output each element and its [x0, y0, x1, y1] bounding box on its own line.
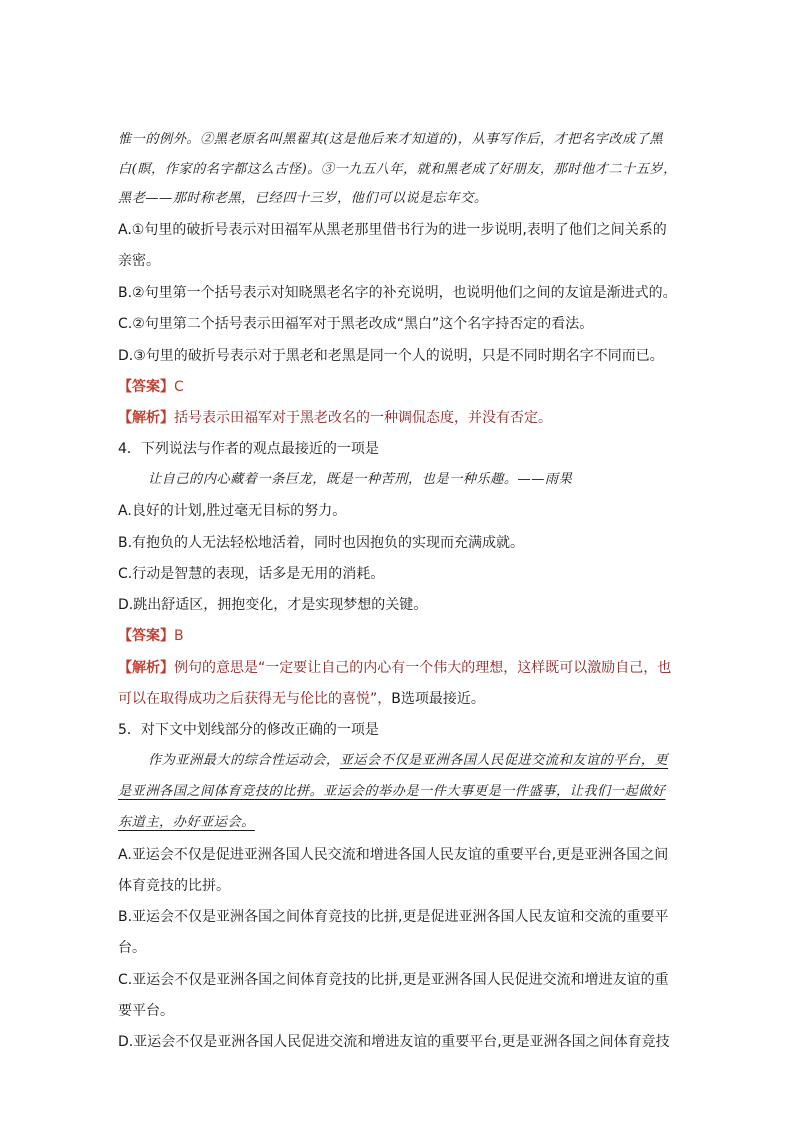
answer-value: C	[174, 379, 184, 395]
q4-answer	[118, 626, 184, 646]
q5-option-c: C.亚运会不仅是亚洲各国之间体育竞技的比拼,更是亚洲各国人民促进交流和增进友谊的重	[118, 972, 669, 988]
passage-plain: 作为亚洲最大的综合性运动会，	[148, 753, 340, 768]
answer-value: B	[174, 628, 184, 644]
q5-option-b-cont: 台。	[118, 940, 146, 956]
q4-option-a: A.良好的计划,胜过毫无目标的努力。	[118, 503, 347, 519]
q3-explanation	[118, 408, 552, 428]
q4-option-c: C.行动是智慧的表现，话多是无用的消耗。	[118, 566, 385, 582]
q4-explanation	[118, 658, 671, 678]
passage-line-2: 白(瞑，作家的名字都这么古怪)。③一九五八年，就和黑老成了好朋友，那时他才二十五岁，	[118, 162, 677, 177]
q3-answer	[118, 377, 184, 397]
q3-option-a: A.①句里的破折号表示对田福军从黑老那里借书行为的进一步说明,表明了他们之间关系的	[118, 222, 667, 238]
q3-option-b: B.②句里第一个括号表示对知晓黑老名字的补充说明，也说明他们之间的友谊是渐进式的。	[118, 285, 677, 301]
explanation-tag: 【解析】	[118, 660, 174, 676]
underlined-passage: 亚运会不仅是亚洲各国人民促进交流和友谊的平台，更	[339, 753, 669, 768]
q4-explanation-cont	[118, 689, 485, 709]
answer-tag: 【答案】	[118, 379, 174, 395]
q4-quote: 让自己的内心藏着一条巨龙，既是一种苦刑，也是一种乐趣。——雨果	[148, 472, 573, 487]
explanation-tail: B选项最接近。	[391, 691, 485, 707]
q4-option-b: B.有抱负的人无法轻松地活着，同时也因抱负的实现而充满成就。	[118, 535, 525, 551]
q4-option-d: D.跳出舒适区，拥抱变化，才是实现梦想的关键。	[118, 597, 428, 613]
q3-option-a-cont: 亲密。	[118, 253, 160, 269]
q5-option-b: B.亚运会不仅是亚洲各国之间体育竞技的比拼,更是促进亚洲各国人民友谊和交流的重要平	[118, 909, 669, 925]
passage-line-1: 惟一的例外。②黑老原名叫黑翟其(这是他后来才知道的)，从事写作后，才把名字改成了黑	[118, 132, 664, 147]
q5-option-d: D.亚运会不仅是亚洲各国人民促进交流和增进友谊的重要平台,更是亚洲各国之间体育竞技	[118, 1034, 670, 1050]
q4-question: 4．下列说法与作者的观点最接近的一项是	[118, 441, 379, 457]
q5-option-a: A.亚运会不仅是促进亚洲各国人民交流和增进各国人民友谊的重要平台,更是亚洲各国之间	[118, 847, 669, 863]
explanation-tag: 【解析】	[118, 410, 174, 426]
answer-tag: 【答案】	[118, 628, 174, 644]
q5-passage-line-1	[148, 751, 668, 771]
q5-passage-line-2: 是亚洲各国之间体育竞技的比拼。亚运会的举办是一件大事更是一件盛事，让我们一起做好	[118, 784, 666, 799]
q5-option-c-cont: 要平台。	[118, 1003, 174, 1019]
q5-option-a-cont: 体育竞技的比拼。	[118, 878, 230, 894]
q3-option-c: C.②句里第二个括号表示田福军对于黑老改成“黑白”这个名字持否定的看法。	[118, 316, 594, 332]
explanation-text: 例句的意思是“一定要让自己的内心有一个伟大的理想，这样既可以激励自己，也	[174, 660, 672, 676]
q5-passage-line-3: 东道主，办好亚运会。	[118, 815, 255, 830]
explanation-text: 可以在取得成功之后获得无与伦比的喜悦”，	[118, 691, 392, 707]
explanation-text: 括号表示田福军对于黑老改名的一种调侃态度，并没有否定。	[174, 410, 552, 426]
q5-question: 5．对下文中划线部分的修改正确的一项是	[118, 722, 379, 738]
passage-line-3: 黑老——那时称老黑，已经四十三岁，他们可以说是忘年交。	[118, 191, 488, 206]
q3-option-d: D.③句里的破折号表示对于黑老和老黑是同一个人的说明，只是不同时期名字不同而已。	[118, 348, 664, 364]
